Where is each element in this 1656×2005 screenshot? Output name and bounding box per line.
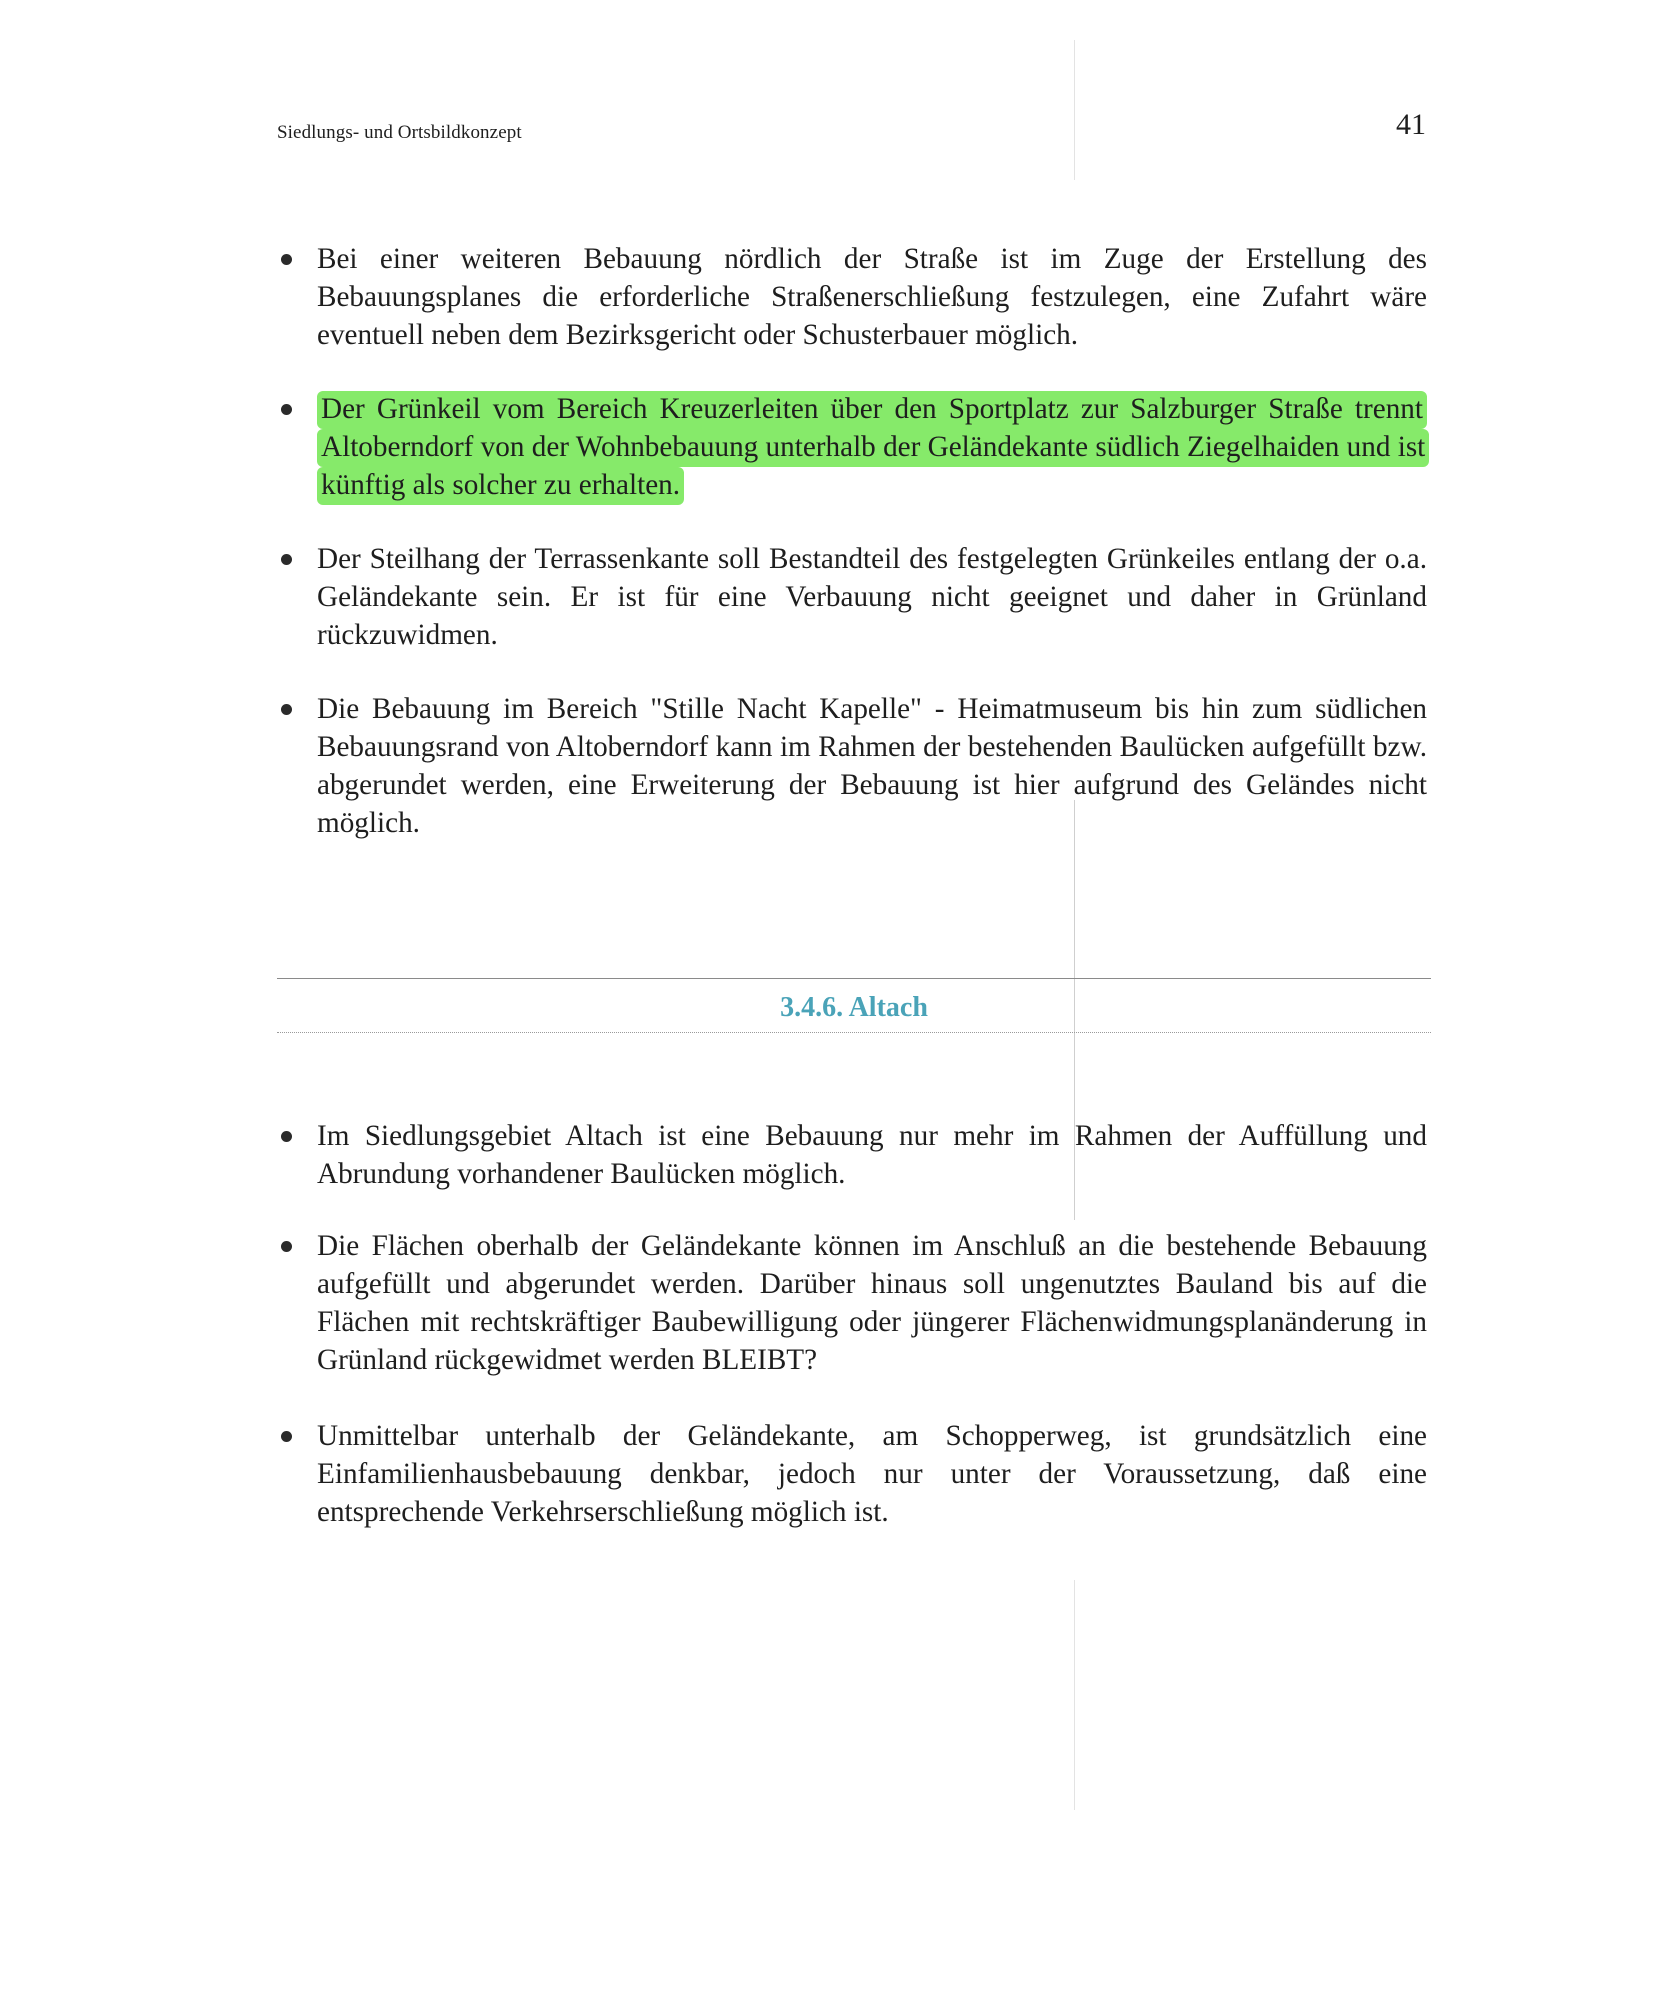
bullet-icon — [281, 1431, 292, 1442]
list-item — [277, 1417, 1427, 1531]
list-item-text: Die Bebauung im Bereich "Stille Nacht Kapelle" - Heimatmuseum bis hin zum südlichen Bebauungsrand von Altoberndorf kann im Rahmen der bestehenden Baulücken aufgefüllt bzw. abgerundet werden, eine Erweiterung der Bebauung ist hier aufgrund des Geländes nicht möglich. — [317, 693, 1427, 839]
bullet-icon — [281, 404, 292, 415]
scan-fold-line — [1074, 1580, 1075, 1810]
section-rule-top — [277, 978, 1431, 979]
list-item-text: Der Steilhang der Terrassenkante soll Bestandteil des festgelegten Grünkeiles entlang der o.a. Geländekante sein. Er ist für eine Verbauung nicht geeignet und daher in Grünland rückzuwidmen. — [317, 543, 1427, 651]
list-item-text: Bei einer weiteren Bebauung nördlich der Straße ist im Zuge der Erstellung des Bebauungsplanes die erforderliche Straßenerschließung festzulegen, eine Zufahrt wäre eventuell neben dem Bezirksgericht oder Schusterbauer möglich. — [317, 243, 1427, 351]
list-item-text: Die Flächen oberhalb der Geländekante können im Anschluß an die bestehende Bebauung aufgefüllt und abgerundet werden. Darüber hinaus soll ungenutztes Bauland bis auf die Flächen mit rechtskräftiger Baubewilligung oder jüngerer Flächenwidmungsplanänderung in Grünland rückgewidmet werden BLEIBT? — [317, 1230, 1427, 1376]
running-header: Siedlungs- und Ortsbildkonzept — [277, 122, 522, 143]
bullet-icon — [281, 1241, 292, 1252]
bullet-icon — [281, 554, 292, 565]
page-number: 41 — [1396, 108, 1426, 141]
bullet-icon — [281, 704, 292, 715]
bullet-icon — [281, 254, 292, 265]
list-item — [277, 540, 1427, 654]
list-item — [277, 1227, 1427, 1379]
highlighted-text: Der Grünkeil vom Bereich Kreuzerleiten über den Sportplatz zur Salzburger Straße trennt Altoberndorf von der Wohnbebauung unterhalb der Geländekante südlich Ziegelhaiden und ist künftig als solcher zu erhalten. — [317, 391, 1429, 505]
section-heading: 3.4.6. Altach — [780, 992, 928, 1023]
section-rule-bottom — [277, 1032, 1431, 1033]
list-item-text: Im Siedlungsgebiet Altach ist eine Bebauung nur mehr im Rahmen der Auffüllung und Abrundung vorhandener Baulücken möglich. — [317, 1120, 1427, 1190]
list-item-text: Unmittelbar unterhalb der Geländekante, am Schopperweg, ist grundsätzlich eine Einfamilienhausbebauung denkbar, jedoch nur unter der Voraussetzung, daß eine entsprechende Verkehrserschließung möglich ist. — [317, 1420, 1427, 1528]
list-item-highlighted — [277, 390, 1427, 504]
list-item — [277, 690, 1427, 842]
scan-fold-line — [1074, 40, 1075, 180]
list-item — [277, 1117, 1427, 1193]
list-item — [277, 240, 1427, 354]
bullet-icon — [281, 1131, 292, 1142]
